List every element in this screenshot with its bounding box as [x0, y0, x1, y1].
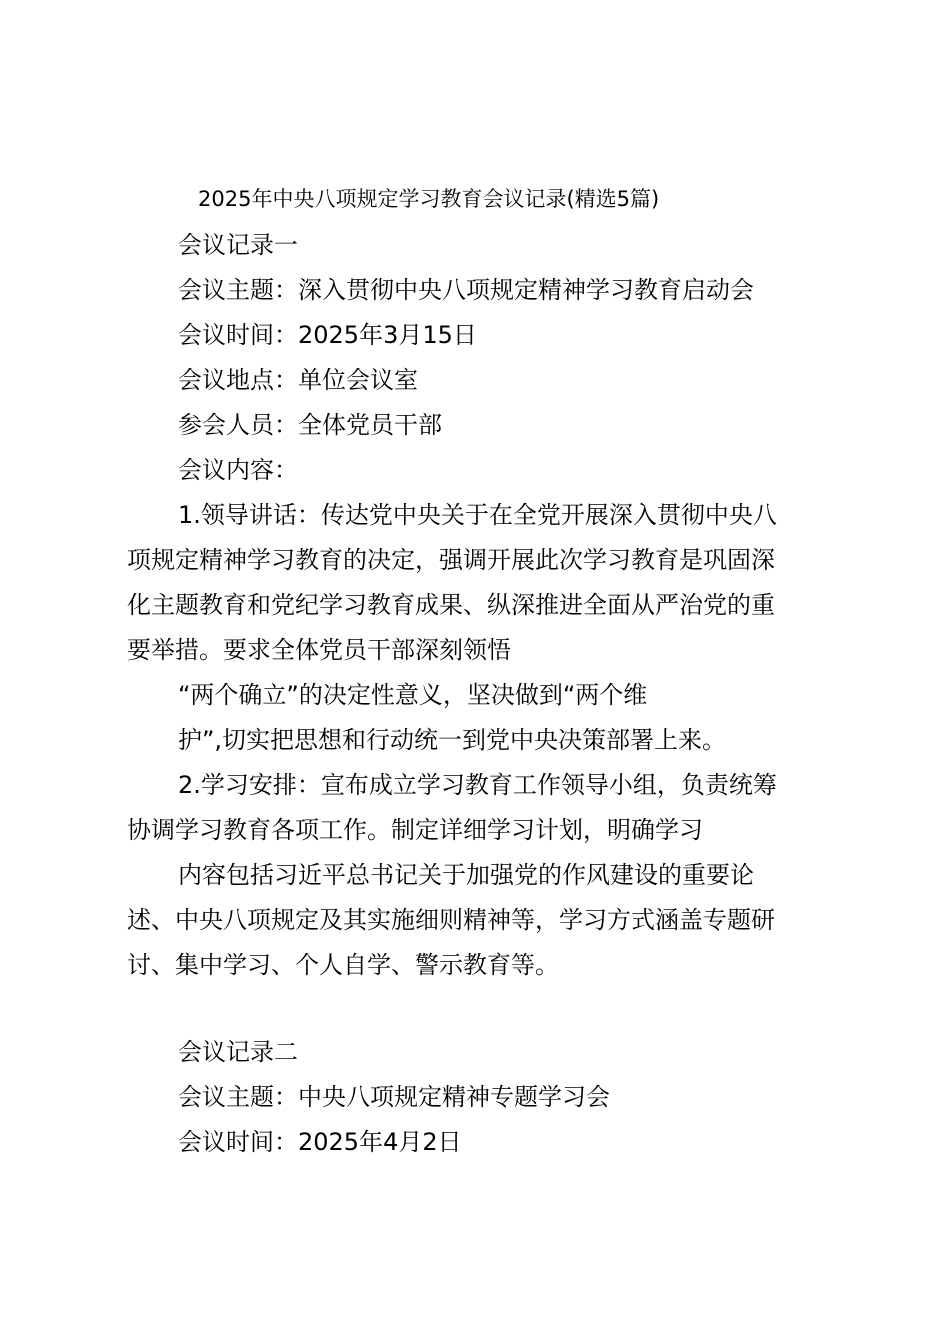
record1-item2-line: 内容包括习近平总书记关于加强党的作风建设的重要论: [178, 861, 754, 889]
record1-item2-line: 讨、集中学习、个人自学、警示教育等。: [127, 951, 559, 979]
record1-location: 会议地点：单位会议室: [178, 366, 418, 394]
record1-item1-line: 要举措。要求全体党员干部深刻领悟: [127, 636, 511, 664]
record2-time: 会议时间：2025年4月2日: [178, 1128, 462, 1156]
record1-item1-line: 护”,切实把思想和行动统一到党中央决策部署上来。: [178, 726, 727, 754]
record1-item2-line: 2.学习安排：宣布成立学习教育工作领导小组，负责统筹: [178, 771, 777, 799]
record1-item1-line: 化主题教育和党纪学习教育成果、纵深推进全面从严治党的重: [127, 591, 775, 619]
document-title: 2025年中央八项规定学习教育会议记录(精选5篇): [198, 187, 660, 211]
record1-attendees: 参会人员：全体党员干部: [178, 411, 442, 439]
record1-heading: 会议记录一: [178, 231, 298, 259]
record2-theme: 会议主题：中央八项规定精神专题学习会: [178, 1083, 610, 1111]
record1-item2-line: 协调学习教育各项工作。制定详细学习计划，明确学习: [127, 816, 703, 844]
record1-item2-line: 述、中央八项规定及其实施细则精神等，学习方式涵盖专题研: [127, 906, 775, 934]
record2-heading: 会议记录二: [178, 1038, 298, 1066]
record1-theme: 会议主题：深入贯彻中央八项规定精神学习教育启动会: [178, 276, 754, 304]
record1-item1-line: 项规定精神学习教育的决定，强调开展此次学习教育是巩固深: [127, 546, 775, 574]
record1-content-label: 会议内容：: [178, 456, 298, 484]
record1-time: 会议时间：2025年3月15日: [178, 321, 477, 349]
record1-item1-line: “两个确立”的决定性意义，坚决做到“两个维: [178, 681, 648, 709]
record1-item1-line: 1.领导讲话：传达党中央关于在全党开展深入贯彻中央八: [178, 501, 777, 529]
